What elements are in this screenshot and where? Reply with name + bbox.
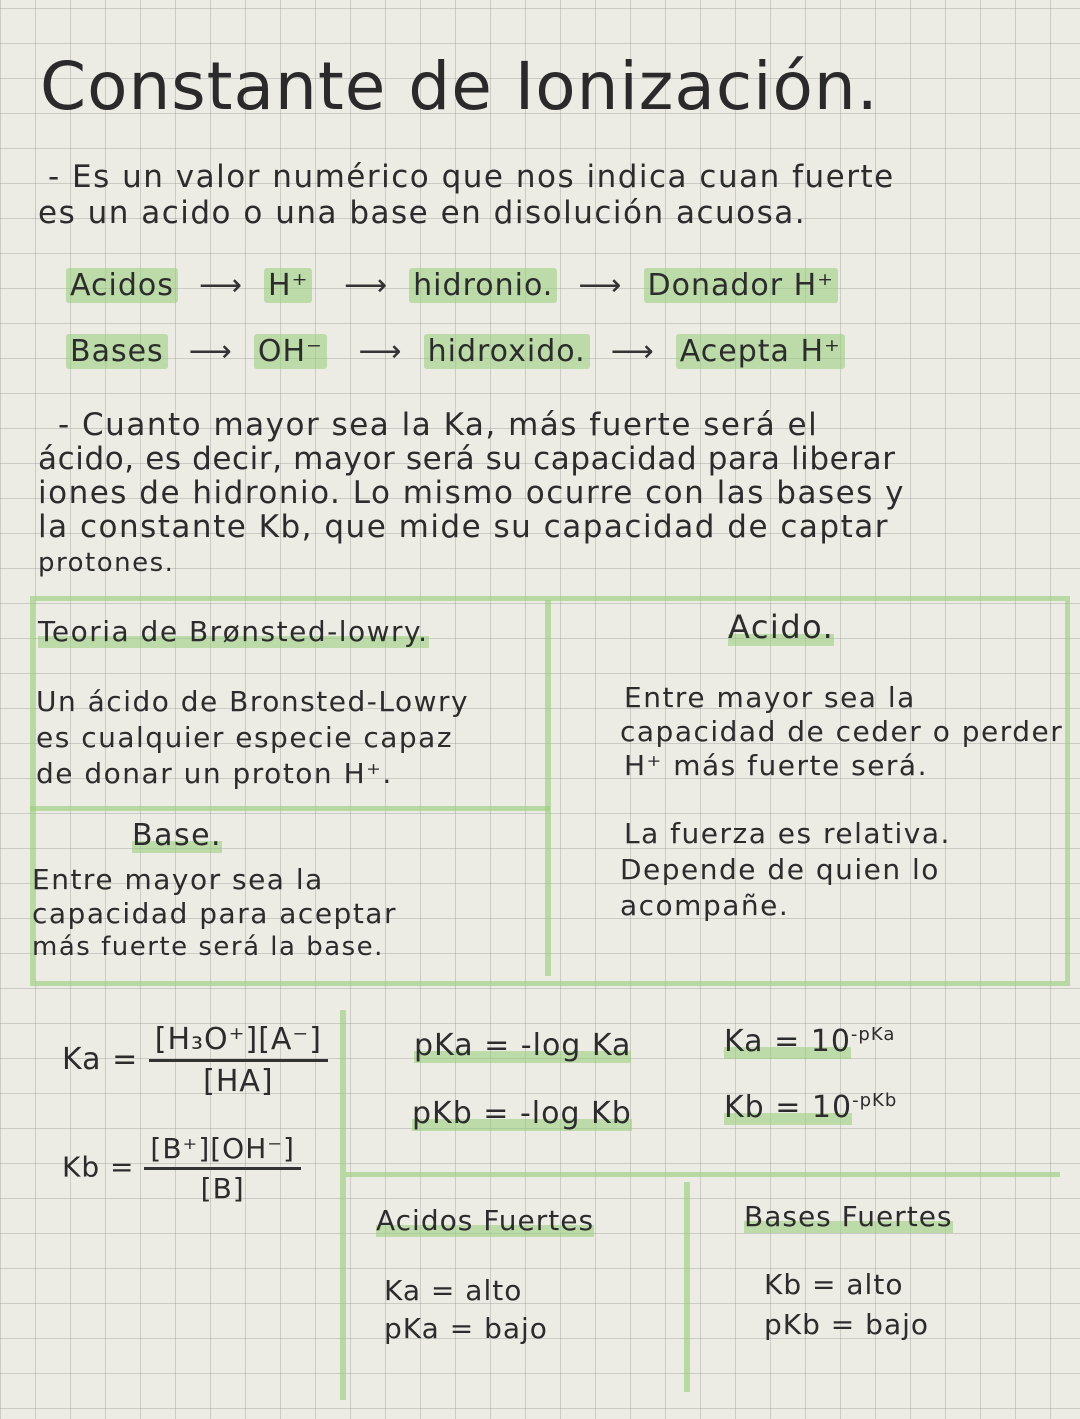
strong-acids-heading: [376, 1204, 594, 1237]
acid-line-1: Entre mayor sea la: [624, 681, 916, 714]
paragraph-line-5: protones.: [38, 548, 175, 578]
arrow-icon: ⟶: [323, 268, 399, 303]
ka-power-formula: [724, 1024, 895, 1059]
acid-line-3: H⁺ más fuerte será.: [624, 749, 928, 782]
base-line-2: capacidad para aceptar: [32, 897, 397, 930]
acid-line-2: capacidad de ceder o perder: [620, 715, 1064, 748]
strong-bases-heading-text: Bases Fuertes: [744, 1200, 953, 1233]
paragraph-line-1: - Cuanto mayor sea la Ka, más fuerte será el: [58, 407, 819, 443]
pkb-formula: [412, 1096, 632, 1131]
base-row-name: Bases: [66, 334, 168, 369]
base-row-ion: OH⁻: [254, 334, 327, 369]
acid-heading: [728, 610, 834, 645]
theory-line-3: de donar un proton H⁺.: [36, 757, 393, 790]
acid-row-name: Acidos: [66, 268, 178, 303]
strength-divider-vertical: [684, 1182, 690, 1392]
formula-divider-vertical: [340, 1010, 346, 1400]
ka-fraction: [149, 1022, 328, 1099]
base-row-term: hidroxido.: [424, 334, 590, 369]
theory-line-2: es cualquier especie capaz: [36, 721, 454, 754]
kb-numerator: [B⁺][OH⁻]: [144, 1132, 301, 1170]
paragraph-line-3: iones de hidronio. Lo mismo ocurre con las bases y: [38, 475, 906, 511]
strong-bases-heading: [744, 1200, 953, 1233]
intro-line-1: - Es un valor numérico que nos indica cuan fuerte: [48, 159, 895, 195]
strong-acids-heading-text: Acidos Fuertes: [376, 1204, 595, 1237]
base-line-3: más fuerte será la base.: [32, 932, 384, 962]
paragraph-line-4: la constante Kb, que mide su capacidad de captar: [38, 509, 889, 545]
intro-line-2: es un acido o una base en disolución acuosa.: [38, 195, 807, 231]
base-heading: [132, 818, 222, 853]
ka-denominator: [HA]: [203, 1064, 274, 1099]
ka-power-base: Ka = 10: [724, 1024, 851, 1059]
pka-formula: [414, 1028, 631, 1063]
acid-row-role: Donador H⁺: [644, 268, 839, 303]
acid-row: [66, 268, 838, 303]
ka-power-exp: -pKa: [850, 1024, 896, 1045]
theory-line-1: Un ácido de Bronsted-Lowry: [36, 685, 470, 718]
kb-formula: [62, 1132, 301, 1205]
acid-heading-text: Acido.: [728, 608, 835, 646]
kb-label: Kb =: [62, 1150, 135, 1184]
kb-power-formula: [724, 1090, 897, 1125]
paragraph-line-2: ácido, es decir, mayor será su capacidad para liberar: [38, 441, 896, 477]
relative-line-1: La fuerza es relativa.: [624, 817, 951, 850]
kb-denominator: [B]: [200, 1172, 245, 1205]
strong-acids-ka: Ka = alto: [384, 1274, 523, 1307]
strong-acids-pka: pKa = bajo: [384, 1312, 548, 1345]
pkb-text: pKb = -log Kb: [412, 1096, 632, 1131]
ka-numerator: [H₃O⁺][A⁻]: [149, 1022, 328, 1062]
strong-bases-pkb: pKb = bajo: [764, 1308, 930, 1341]
kb-fraction: [144, 1132, 301, 1205]
base-row: [66, 334, 845, 369]
pka-text: pKa = -log Ka: [414, 1028, 632, 1063]
base-row-role: Acepta H⁺: [676, 334, 845, 369]
acid-row-ion: H⁺: [264, 268, 312, 303]
formula-divider-horizontal: [346, 1172, 1060, 1177]
arrow-icon: ⟶: [337, 334, 414, 369]
kb-power-exp: -pKb: [852, 1090, 898, 1111]
ka-label: Ka =: [62, 1042, 139, 1077]
box-divider-left: [30, 806, 550, 811]
base-heading-text: Base.: [132, 818, 223, 853]
ka-formula: [62, 1022, 328, 1099]
base-line-1: Entre mayor sea la: [32, 863, 324, 896]
box-divider-vertical: [545, 600, 551, 976]
arrow-icon: ⟶: [600, 334, 666, 369]
strong-bases-kb: Kb = alto: [764, 1268, 904, 1301]
acid-row-term: hidronio.: [409, 268, 557, 303]
relative-line-2: Depende de quien lo: [620, 853, 940, 886]
arrow-icon: ⟶: [567, 268, 633, 303]
arrow-icon: ⟶: [188, 268, 254, 303]
page-title: Constante de Ionización.: [40, 48, 879, 125]
arrow-icon: ⟶: [178, 334, 244, 369]
relative-line-3: acompañe.: [620, 889, 790, 922]
theory-heading-text: Teoria de Brønsted-lowry.: [38, 615, 429, 648]
kb-power-base: Kb = 10: [724, 1090, 853, 1125]
theory-heading: [38, 614, 429, 649]
